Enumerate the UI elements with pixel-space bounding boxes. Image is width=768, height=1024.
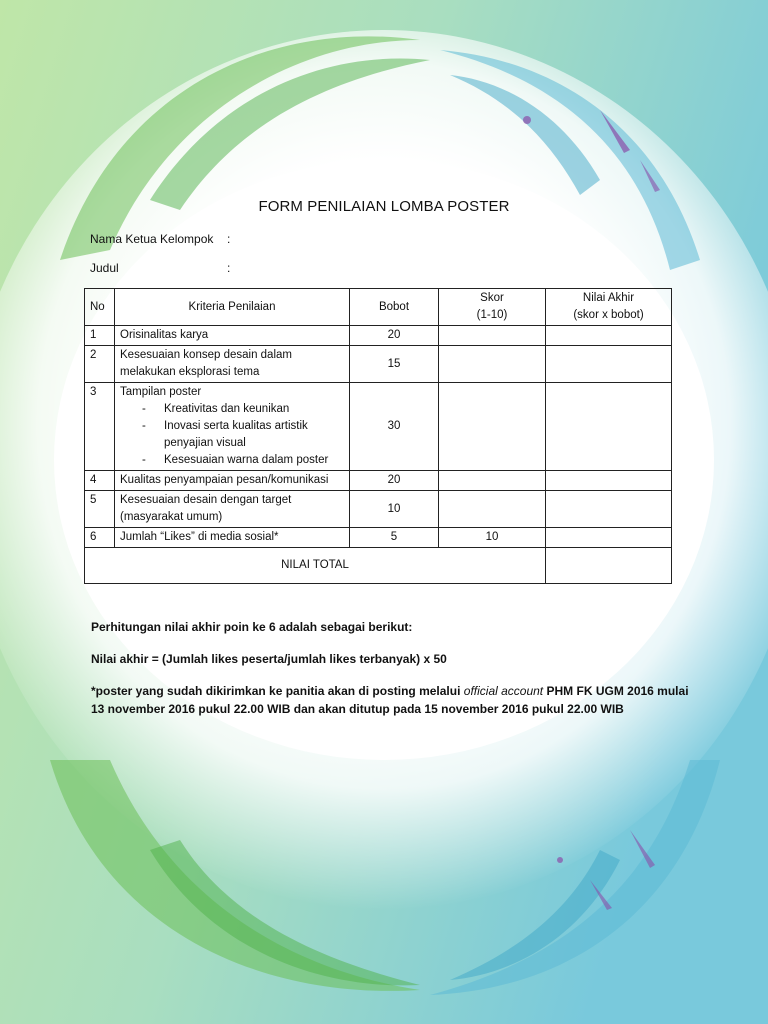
row-kriteria: Kesesuaian desain dengan target (masyarakat umum) (115, 491, 350, 528)
row-kriteria: Kesesuaian konsep desain dalam melakukan eksplorasi tema (115, 346, 350, 383)
header-skor (439, 289, 546, 326)
note-text: *poster yang sudah dikirimkan ke panitia akan di posting melalui (91, 684, 464, 698)
row-kriteria: Kualitas penyampaian pesan/komunikasi (115, 471, 350, 491)
form-title: FORM PENILAIAN LOMBA POSTER (258, 198, 510, 215)
header-nilai-line1: Nilai Akhir (582, 292, 635, 304)
row-no: 1 (85, 326, 115, 346)
row-nilai-cell[interactable] (546, 346, 672, 383)
header-skor-line2: (1-10) (476, 309, 508, 321)
table-row (85, 491, 672, 528)
row-nilai-cell[interactable] (546, 383, 672, 471)
row-bobot: 15 (350, 346, 439, 383)
total-row (85, 548, 672, 584)
scoring-table (84, 288, 672, 584)
sub-criteria-list (120, 401, 344, 469)
row-skor-cell[interactable] (439, 326, 546, 346)
header-no: No (85, 289, 115, 326)
row-kriteria: Orisinalitas karya (115, 326, 350, 346)
table-row (85, 471, 672, 491)
field-nama-ketua (90, 232, 231, 246)
row-no: 3 (85, 383, 115, 471)
table-row (85, 326, 672, 346)
note-italic-text: official account (463, 684, 544, 698)
row-kriteria: Jumlah “Likes” di media sosial* (115, 528, 350, 548)
table-row (85, 528, 672, 548)
row-no: 5 (85, 491, 115, 528)
row-skor-cell[interactable] (439, 383, 546, 471)
field-label: Judul (90, 261, 119, 275)
row-bobot: 20 (350, 326, 439, 346)
row-bobot: 5 (350, 528, 439, 548)
header-bobot: Bobot (350, 289, 439, 326)
row-kriteria: Tampilan poster (120, 386, 202, 398)
note-posting-info (91, 682, 691, 718)
header-nilai-akhir (546, 289, 672, 326)
note-text: PHM FK UGM 2016 mulai 13 november 2016 pukul 22.00 WIB dan akan ditutup pada 15 november 2016 pukul 22.00 WIB (91, 684, 689, 716)
row-kriteria-group (115, 383, 350, 471)
sub-criteria-item: - Inovasi serta kualitas artistik penyajian visual (142, 418, 344, 452)
row-nilai-cell[interactable] (546, 491, 672, 528)
note-calculation-intro: Perhitungan nilai akhir poin ke 6 adalah sebagai berikut: (91, 620, 413, 634)
table-row (85, 346, 672, 383)
row-bobot: 20 (350, 471, 439, 491)
note-formula: Nilai akhir = (Jumlah likes peserta/jumlah likes terbanyak) x 50 (91, 652, 447, 666)
notes-section (91, 618, 691, 732)
header-kriteria: Kriteria Penilaian (115, 289, 350, 326)
total-value-cell[interactable] (546, 548, 672, 584)
row-bobot: 10 (350, 491, 439, 528)
row-skor-cell[interactable]: 10 (439, 528, 546, 548)
total-label: NILAI TOTAL (85, 548, 546, 584)
table-header-row (85, 289, 672, 326)
sub-criteria-item: - Kreativitas dan keunikan (142, 401, 344, 418)
header-skor-line1: Skor (480, 292, 504, 304)
row-no: 6 (85, 528, 115, 548)
row-nilai-cell[interactable] (546, 528, 672, 548)
row-no: 2 (85, 346, 115, 383)
table-row (85, 383, 672, 471)
field-label: Nama Ketua Kelompok (90, 232, 214, 246)
row-nilai-cell[interactable] (546, 326, 672, 346)
field-judul (90, 261, 231, 275)
row-no: 4 (85, 471, 115, 491)
header-nilai-line2: (skor x bobot) (573, 309, 644, 321)
row-skor-cell[interactable] (439, 471, 546, 491)
row-skor-cell[interactable] (439, 346, 546, 383)
row-bobot: 30 (350, 383, 439, 471)
field-colon: : (227, 261, 231, 275)
field-colon: : (227, 232, 231, 246)
row-nilai-cell[interactable] (546, 471, 672, 491)
sub-criteria-item: - Kesesuaian warna dalam poster (142, 452, 344, 469)
row-skor-cell[interactable] (439, 491, 546, 528)
